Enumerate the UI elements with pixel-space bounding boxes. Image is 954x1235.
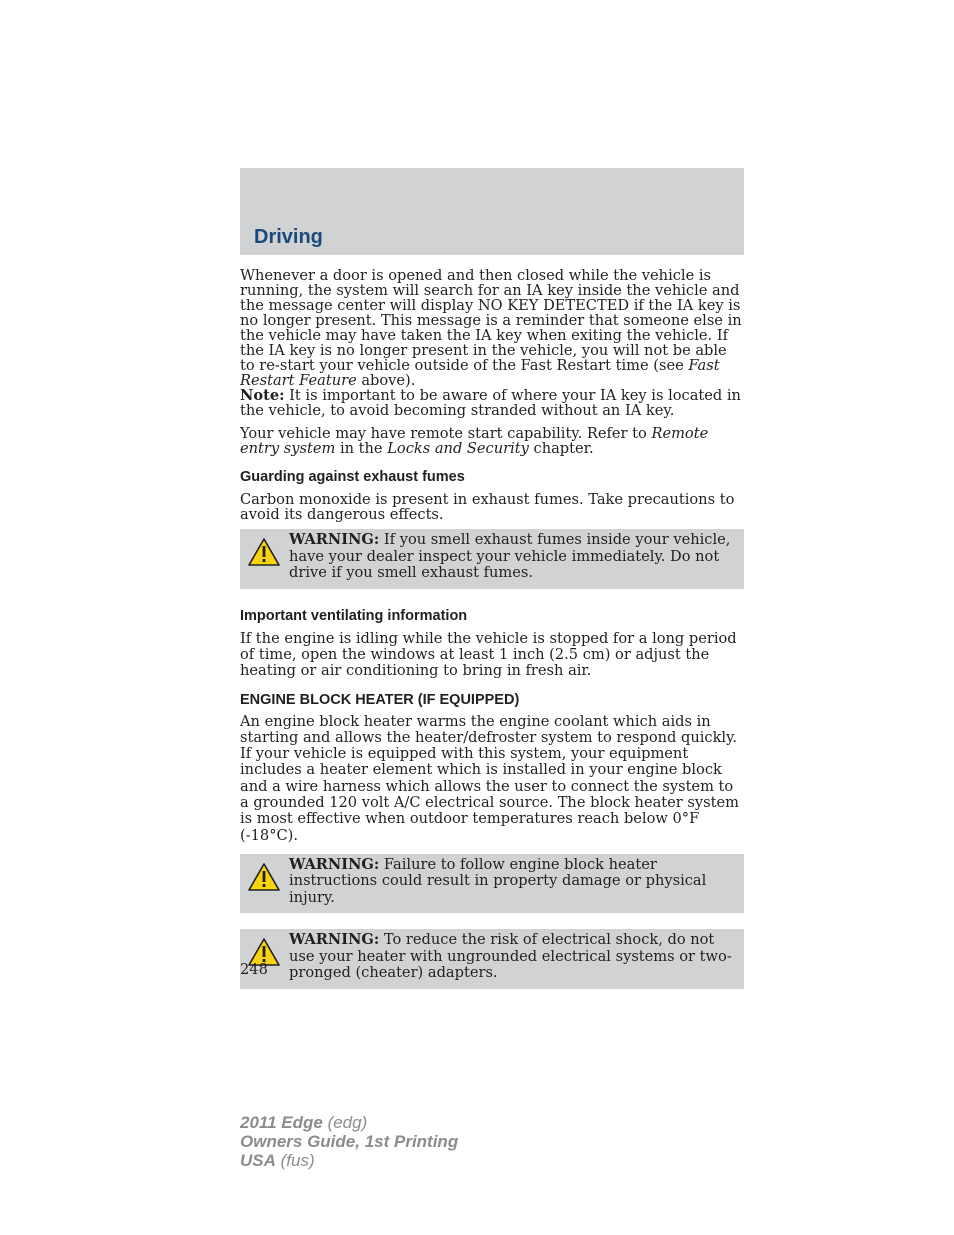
footer-region-code: (fus): [275, 1151, 315, 1170]
heading-engine-block-heater: ENGINE BLOCK HEATER (IF EQUIPPED): [240, 691, 520, 708]
warning-label: WARNING:: [289, 855, 380, 873]
footer-guide: Owners Guide, 1st Printing: [240, 1132, 459, 1151]
warning-triangle-icon: [247, 537, 281, 567]
paragraph-remote-start: Your vehicle may have remote start capability. Refer to Remote entry system in the Locks and Security chapter.: [240, 425, 709, 457]
warning-text: If you smell exhaust fumes inside your vehicle, have your dealer inspect your vehicle immediately. Do not drive if you smell exhaust fumes.: [289, 531, 731, 581]
footer-model-code: (edg): [322, 1113, 368, 1132]
section-title: Driving: [254, 226, 323, 248]
warning-box-heater: [240, 854, 744, 914]
note-label: Note:: [240, 387, 285, 404]
paragraph-engine-block-heater: An engine block heater warms the engine coolant which aids in starting and allows the heater/defroster system to respond quickly. If your vehicle is equipped with this system, your equipment includes a heater element which is installed in your engine block and a wire harness which allows the user to connect the system to a grounded 120 volt A/C electrical source. The block heater system is most effective when outdoor temperatures reach below 0°F (-18°C).: [240, 712, 739, 844]
warning-box-exhaust: [240, 529, 744, 589]
heading-ventilating: Important ventilating information: [240, 607, 468, 624]
warning-label: WARNING:: [289, 931, 380, 949]
paragraph-ventilating: If the engine is idling while the vehicle is stopped for a long period of time, open the windows at least 1 inch (2.5 cm) or adjust the heating or air conditioning to bring in fresh air.: [240, 629, 737, 679]
ref-remote-entry: Remote entry system: [240, 425, 709, 457]
ref-fast-restart: Fast Restart Feature: [240, 357, 720, 389]
page-content: [240, 268, 744, 989]
warning-text: To reduce the risk of electrical shock, do not use your heater with ungrounded electrical systems or two-pronged (cheater) adapters.: [289, 931, 732, 982]
footer-model: 2011 Edge: [240, 1113, 323, 1132]
footer-region: USA: [240, 1151, 276, 1170]
footer-edition-info: [240, 1113, 458, 1170]
warning-text: Failure to follow engine block heater instructions could result in property damage or physical injury.: [289, 855, 707, 906]
paragraph-exhaust: Carbon monoxide is present in exhaust fumes. Take precautions to avoid its dangerous effects.: [240, 491, 735, 523]
warning-triangle-icon: [247, 862, 281, 892]
ref-locks-security: Locks and Security: [387, 440, 529, 457]
heading-exhaust: Guarding against exhaust fumes: [240, 469, 465, 485]
section-header: [240, 168, 744, 255]
warning-label: WARNING:: [289, 531, 380, 548]
paragraph-ia-key: Whenever a door is opened and then closed while the vehicle is running, the system will search for an IA key inside the vehicle and the message center will display NO KEY DETECTED if the IA key is no longer present. This message is a reminder that someone else in the vehicle may have taken the IA key when exiting the vehicle. If the IA key is no longer present in the vehicle, you will not be able to re-start your vehicle outside of the Fast Restart time (see Fast Restart Feature above). Note: It is important to be aware of where your IA key is located in the vehicle, to avoid becoming stranded without an IA key.: [240, 267, 742, 419]
warning-box-electrical: [240, 929, 744, 989]
page-number: 248: [240, 961, 268, 978]
